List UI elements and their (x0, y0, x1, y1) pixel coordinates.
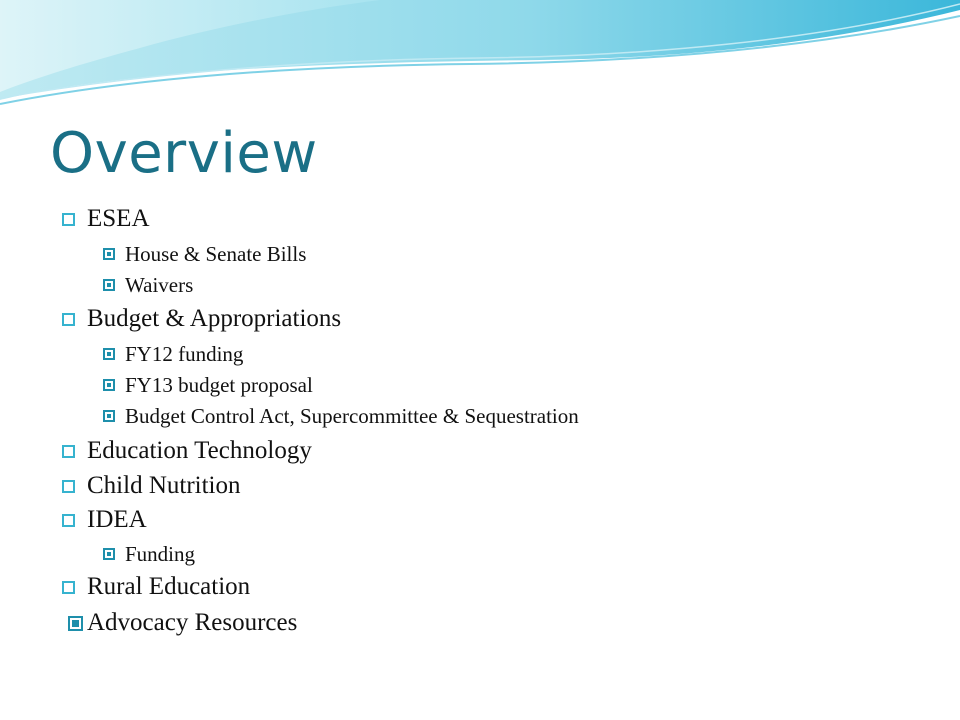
sub-bullet-item (103, 340, 243, 368)
bullet-item (62, 503, 147, 537)
bullet-item (68, 606, 297, 640)
bullet-item (62, 202, 150, 236)
sub-bullet-item (103, 540, 195, 568)
filled-square-bullet-icon (68, 616, 83, 631)
bullet-text: Advocacy Resources (87, 609, 298, 636)
hollow-square-bullet-icon (62, 581, 75, 594)
bullet-text: Budget & Appropriations (87, 305, 342, 332)
hollow-square-bullet-icon (62, 445, 75, 458)
filled-square-bullet-icon (103, 279, 115, 291)
header-wave-decoration (0, 0, 960, 130)
bullet-text: Child Nutrition (87, 472, 241, 499)
bullet-item (62, 302, 341, 336)
bullet-item (62, 570, 250, 604)
bullet-text: FY12 funding (125, 341, 244, 366)
filled-square-bullet-icon (103, 410, 115, 422)
bullet-item (62, 434, 312, 468)
sub-bullet-item (103, 271, 193, 299)
bullet-text: House & Senate Bills (125, 241, 307, 266)
bullet-text: FY13 budget proposal (125, 372, 313, 397)
filled-square-bullet-icon (103, 379, 115, 391)
filled-square-bullet-icon (103, 248, 115, 260)
bullet-text: IDEA (87, 506, 147, 533)
filled-square-bullet-icon (103, 348, 115, 360)
sub-bullet-item (103, 371, 313, 399)
filled-square-bullet-icon (103, 548, 115, 560)
bullet-text: Budget Control Act, Supercommittee & Sequestration (125, 403, 579, 428)
bullet-text: Education Technology (87, 437, 312, 464)
slide-title: Overview (50, 121, 318, 186)
hollow-square-bullet-icon (62, 213, 75, 226)
hollow-square-bullet-icon (62, 313, 75, 326)
hollow-square-bullet-icon (62, 514, 75, 527)
sub-bullet-item (103, 240, 306, 268)
bullet-item (62, 469, 240, 503)
bullet-text: Funding (125, 541, 196, 566)
sub-bullet-item (103, 402, 579, 430)
bullet-text: Waivers (125, 272, 194, 297)
bullet-text: ESEA (87, 205, 150, 232)
bullet-text: Rural Education (87, 573, 251, 600)
hollow-square-bullet-icon (62, 480, 75, 493)
